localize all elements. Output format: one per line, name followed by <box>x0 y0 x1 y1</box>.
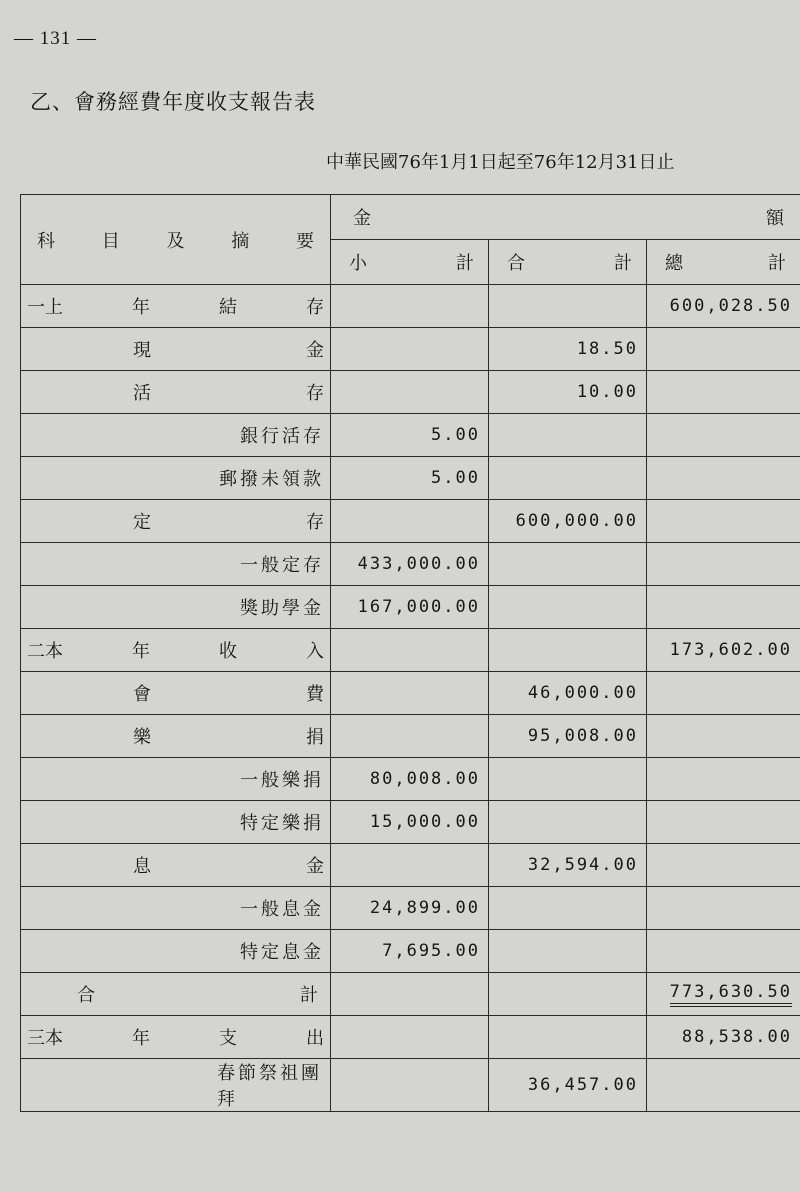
row-subtotal-value: 15,000.00 <box>369 812 480 832</box>
row-sum <box>489 672 647 715</box>
row-subtotal <box>331 414 489 457</box>
row-total <box>647 285 800 328</box>
header-char: 要 <box>296 230 314 252</box>
row-label-part: 活 <box>133 383 151 404</box>
table-row <box>21 371 800 414</box>
table-row <box>21 629 800 672</box>
header-subtotal <box>331 240 489 285</box>
table-row <box>21 285 800 328</box>
table-row <box>21 457 800 500</box>
row-sum-value: 32,594.00 <box>527 855 638 875</box>
row-label-part: 二本 <box>27 641 63 662</box>
row-sum-value: 36,457.00 <box>527 1075 638 1095</box>
row-total <box>647 543 800 586</box>
row-item <box>21 973 331 1016</box>
header-total <box>647 240 800 285</box>
row-sum <box>489 715 647 758</box>
row-total <box>647 586 800 629</box>
row-item <box>21 414 331 457</box>
header-char: 科 <box>37 230 55 252</box>
row-label-part: 存 <box>306 512 324 533</box>
row-label-part: 結 <box>219 297 237 318</box>
row-subtotal-value: 5.00 <box>431 468 480 488</box>
row-subtotal <box>331 500 489 543</box>
row-label-part: 金 <box>306 856 324 877</box>
row-total <box>647 328 800 371</box>
row-sum <box>489 457 647 500</box>
row-label-part: 樂 <box>133 727 151 748</box>
row-subtotal <box>331 285 489 328</box>
row-sum-value: 95,008.00 <box>527 726 638 746</box>
row-subtotal <box>331 672 489 715</box>
row-label-part: 年 <box>132 1028 150 1049</box>
row-item <box>21 1059 331 1112</box>
row-sum <box>489 930 647 973</box>
row-total-value: 88,538.00 <box>681 1027 792 1047</box>
row-subtotal <box>331 973 489 1016</box>
row-total <box>647 887 800 930</box>
row-total-value: 173,602.00 <box>669 640 792 660</box>
row-subtotal-value: 24,899.00 <box>369 898 480 918</box>
row-total <box>647 758 800 801</box>
row-label-part: 合 <box>77 985 95 1006</box>
row-total <box>647 1059 800 1112</box>
header-sum-right: 計 <box>614 253 632 274</box>
row-sum-value: 600,000.00 <box>515 511 638 531</box>
row-subtotal <box>331 715 489 758</box>
row-label-part: 入 <box>306 641 324 662</box>
row-sum <box>489 1059 647 1112</box>
table-row <box>21 586 800 629</box>
row-sum <box>489 1016 647 1059</box>
table-row <box>21 1016 800 1059</box>
header-item <box>21 195 331 285</box>
row-label-part: 一般樂捐 <box>240 770 324 791</box>
row-label-part: 春節祭祖團拜 <box>217 1063 322 1110</box>
header-amount-right: 額 <box>766 208 784 229</box>
table-row <box>21 973 800 1016</box>
row-sum <box>489 629 647 672</box>
row-label-part: 年 <box>132 641 150 662</box>
row-label-part: 特定樂捐 <box>240 813 324 834</box>
row-total <box>647 801 800 844</box>
row-total <box>647 844 800 887</box>
row-subtotal <box>331 586 489 629</box>
row-total <box>647 1016 800 1059</box>
row-subtotal-value: 167,000.00 <box>357 597 480 617</box>
row-total-value: 600,028.50 <box>669 296 792 316</box>
row-subtotal <box>331 930 489 973</box>
table-row <box>21 1059 800 1112</box>
row-total <box>647 973 800 1016</box>
row-item <box>21 328 331 371</box>
row-label-part: 計 <box>300 985 318 1006</box>
row-total <box>647 629 800 672</box>
row-subtotal <box>331 758 489 801</box>
row-label-part: 特定息金 <box>240 942 324 963</box>
row-item <box>21 543 331 586</box>
row-item <box>21 672 331 715</box>
table-row <box>21 930 800 973</box>
row-item <box>21 715 331 758</box>
row-label-part: 金 <box>306 340 324 361</box>
header-char: 目 <box>101 230 120 252</box>
row-label-part: 存 <box>306 297 324 318</box>
row-label-part: 一上 <box>27 297 63 318</box>
row-subtotal <box>331 1016 489 1059</box>
row-total <box>647 500 800 543</box>
row-sum <box>489 328 647 371</box>
row-label-part: 三本 <box>27 1028 63 1049</box>
header-amount <box>331 195 800 240</box>
row-subtotal-value: 80,008.00 <box>369 769 480 789</box>
row-subtotal-value: 433,000.00 <box>357 554 480 574</box>
row-total <box>647 371 800 414</box>
table-row <box>21 887 800 930</box>
report-title: 乙、會務經費年度收支報告表 <box>30 90 316 114</box>
table-row <box>21 500 800 543</box>
page-number: — 131 — <box>14 28 97 49</box>
row-subtotal <box>331 328 489 371</box>
table-row <box>21 543 800 586</box>
table-row <box>21 672 800 715</box>
row-subtotal <box>331 844 489 887</box>
row-sum <box>489 801 647 844</box>
row-item <box>21 629 331 672</box>
row-label-part: 郵撥未領款 <box>219 469 324 490</box>
row-total <box>647 414 800 457</box>
row-label-part: 現 <box>133 340 151 361</box>
row-label-part: 費 <box>306 684 324 705</box>
header-sum-left: 合 <box>507 253 525 274</box>
row-subtotal <box>331 801 489 844</box>
row-subtotal-value: 7,695.00 <box>382 941 480 961</box>
row-sum <box>489 414 647 457</box>
row-label-part: 支 <box>219 1028 237 1049</box>
row-label-part: 會 <box>133 684 151 705</box>
row-subtotal <box>331 1059 489 1112</box>
row-subtotal <box>331 543 489 586</box>
row-sum <box>489 543 647 586</box>
row-item <box>21 801 331 844</box>
row-sum <box>489 887 647 930</box>
row-label-part: 存 <box>306 383 324 404</box>
row-sum <box>489 371 647 414</box>
row-item <box>21 285 331 328</box>
row-sum <box>489 844 647 887</box>
table-row <box>21 414 800 457</box>
header-row-1 <box>21 195 800 240</box>
row-total <box>647 672 800 715</box>
row-total <box>647 930 800 973</box>
table-row <box>21 758 800 801</box>
row-label-part: 定 <box>133 512 151 533</box>
row-sum <box>489 973 647 1016</box>
row-subtotal <box>331 629 489 672</box>
row-sum <box>489 758 647 801</box>
row-label-part: 年 <box>132 297 150 318</box>
row-sum-value: 46,000.00 <box>527 683 638 703</box>
row-subtotal <box>331 371 489 414</box>
header-subtotal-left: 小 <box>349 253 367 274</box>
row-item <box>21 586 331 629</box>
row-subtotal-value: 5.00 <box>431 425 480 445</box>
table-row <box>21 801 800 844</box>
table-row <box>21 844 800 887</box>
table-row <box>21 715 800 758</box>
row-item <box>21 457 331 500</box>
income-expense-table <box>20 194 800 1112</box>
row-total <box>647 715 800 758</box>
header-subtotal-right: 計 <box>456 253 474 274</box>
row-label-part: 捐 <box>306 727 324 748</box>
header-char: 摘 <box>231 230 250 252</box>
row-sum-value: 10.00 <box>576 382 638 402</box>
row-subtotal <box>331 457 489 500</box>
row-label-part: 獎助學金 <box>240 598 324 619</box>
row-label-part: 銀行活存 <box>240 426 324 447</box>
header-amount-left: 金 <box>353 208 371 229</box>
row-subtotal <box>331 887 489 930</box>
header-total-left: 總 <box>665 253 683 274</box>
row-item <box>21 371 331 414</box>
header-char: 及 <box>166 230 185 252</box>
row-label-part: 一般息金 <box>240 899 324 920</box>
report-period: 中華民國76年1月1日起至76年12月31日止 <box>326 152 675 173</box>
row-label-part: 一般定存 <box>240 555 324 576</box>
row-total-value: 773,630.50 <box>670 982 792 1007</box>
row-item <box>21 930 331 973</box>
row-sum-value: 18.50 <box>576 339 638 359</box>
row-item <box>21 887 331 930</box>
row-sum <box>489 500 647 543</box>
row-item <box>21 500 331 543</box>
table-row <box>21 328 800 371</box>
row-label-part: 出 <box>306 1028 324 1049</box>
row-label-part: 收 <box>219 641 237 662</box>
header-total-right: 計 <box>768 253 786 274</box>
row-sum <box>489 285 647 328</box>
row-sum <box>489 586 647 629</box>
row-item <box>21 1016 331 1059</box>
row-label-part: 息 <box>133 856 151 877</box>
row-item <box>21 844 331 887</box>
row-total <box>647 457 800 500</box>
header-sum <box>489 240 647 285</box>
row-item <box>21 758 331 801</box>
